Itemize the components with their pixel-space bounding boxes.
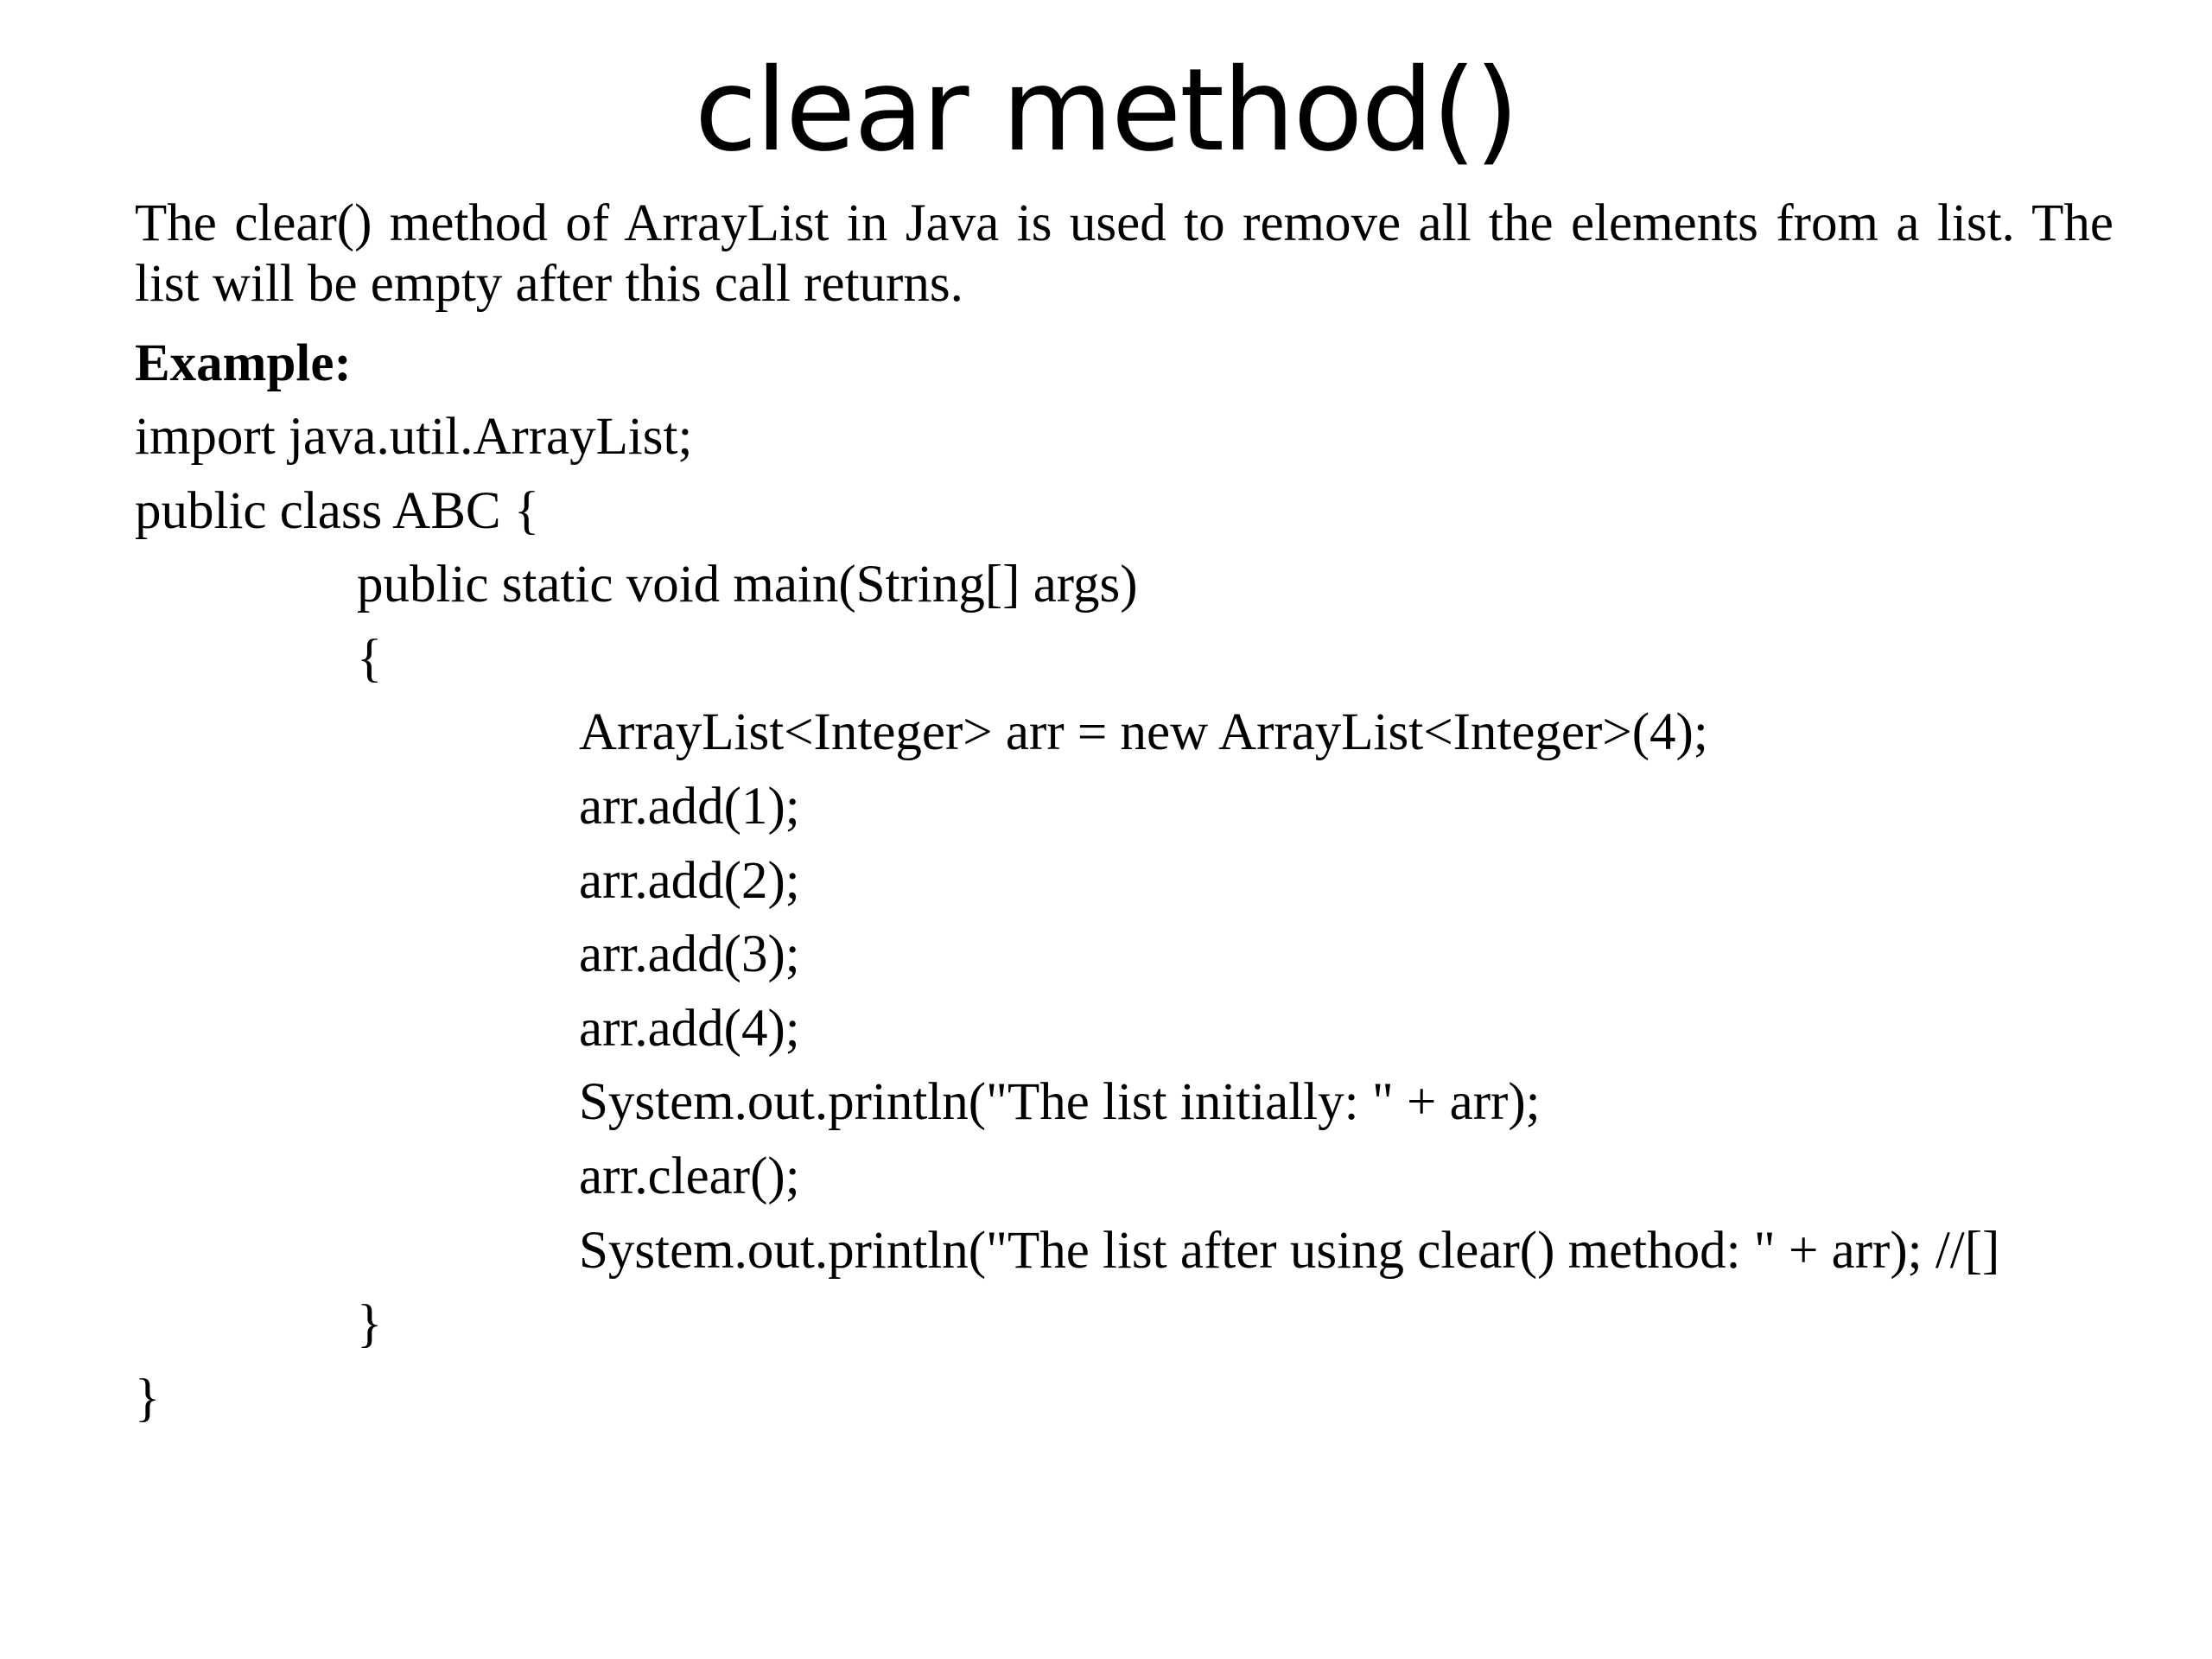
code-line: arr.add(1); [579,777,800,836]
description-text: The clear() method of ArrayList in Java is used to remove all the elements from a list. The list will be empty after this call returns. [135,194,2113,313]
code-line: { [357,629,383,688]
code-line: } [357,1295,383,1354]
code-line: arr.add(2); [579,851,800,910]
slide-content [135,194,2113,1435]
code-line: arr.add(4); [579,999,800,1058]
slide-title: clear method() [694,44,1518,177]
code-line: } [135,1369,161,1427]
code-block [135,400,2113,1435]
code-line: arr.add(3); [579,925,800,984]
code-line: System.out.println("The list after using clear() method: " + arr); //[] [579,1221,2000,1280]
code-line: import java.util.ArrayList; [135,408,693,466]
code-line: public static void main(String[] args) [357,556,1138,614]
code-line: System.out.println("The list initially: " + arr); [579,1073,1541,1132]
code-line: public class ABC { [135,481,540,540]
code-line: ArrayList<Integer> arr = new ArrayList<Integer>(4); [579,703,1708,762]
example-heading: Example: [135,334,352,392]
code-line: arr.clear(); [579,1147,800,1205]
